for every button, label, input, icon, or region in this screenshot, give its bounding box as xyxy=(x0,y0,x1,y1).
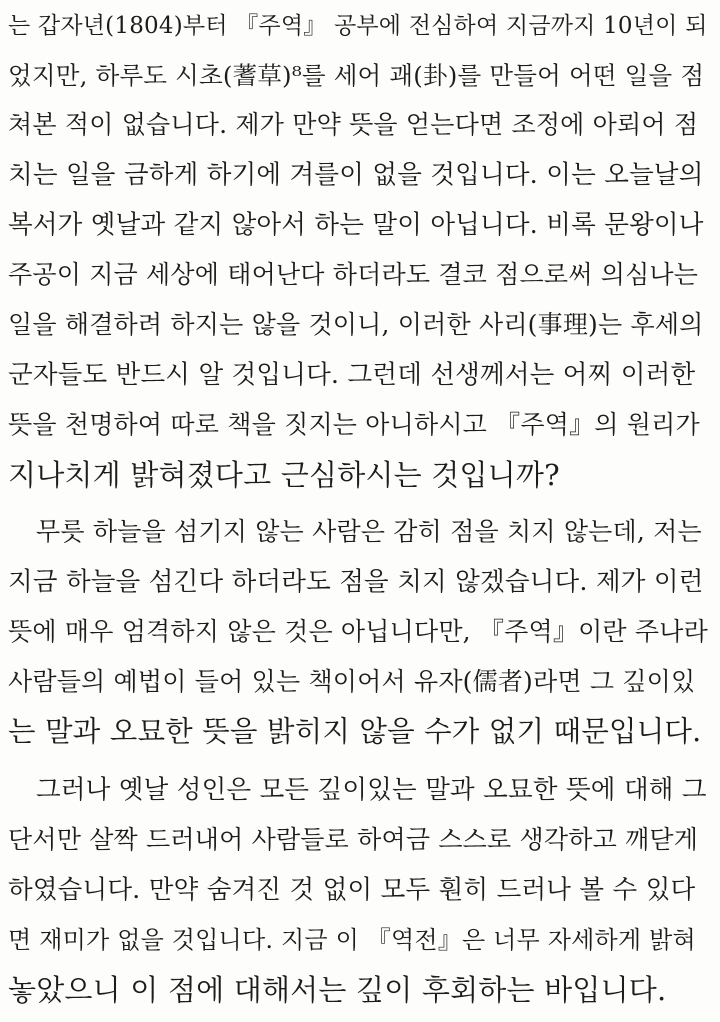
text-line: 면 재미가 없을 것입니다. 지금 이 『역전』은 너무 자세하게 밝혀 xyxy=(8,926,696,954)
text-line: 지금 하늘을 섬긴다 하더라도 점을 치지 않겠습니다. 제가 이런 xyxy=(8,567,704,597)
text-line: 무릇 하늘을 섬기지 않는 사람은 감히 점을 치지 않는데, 저는 xyxy=(36,517,702,546)
text-line: 는 말과 오묘한 뜻을 밝히지 않을 수가 없기 때문입니다. xyxy=(8,715,702,748)
text-line: 는 갑자년(1804)부터 『주역』 공부에 전심하여 지금까지 10년이 되 xyxy=(8,13,708,39)
text-line: 사람들의 예법이 들어 있는 책이어서 유자(儒者)라면 그 깊이있 xyxy=(8,667,696,696)
text-line: 일을 해결하려 하지는 않을 것이니, 이러한 사리(事理)는 후세의 xyxy=(8,310,704,339)
text-line: 놓았으니 이 점에 대해서는 깊이 후회하는 바입니다. xyxy=(8,973,667,1007)
text-line: 뜻에 매우 엄격하지 않은 것은 아닙니다만, 『주역』이란 주나라 xyxy=(8,617,708,646)
text-line: 뜻을 천명하여 따로 책을 짓지는 아니하시고 『주역』의 원리가 xyxy=(8,410,700,439)
text-line: 군자들도 반드시 알 것입니다. 그런데 선생께서는 어찌 이러한 xyxy=(8,360,696,390)
text-line: 쳐본 적이 없습니다. 제가 만약 뜻을 얻는다면 조정에 아뢰어 점 xyxy=(8,110,699,139)
text-line: 지나치게 밝혀졌다고 근심하시는 것입니까? xyxy=(8,458,560,492)
text-line: 치는 일을 금하게 하기에 겨를이 없을 것입니다. 이는 오늘날의 xyxy=(8,160,704,190)
text-line: 었지만, 하루도 시초(蓍草)⁸를 세어 괘(卦)를 만들어 어떤 일을 점 xyxy=(8,61,705,90)
text-line: 단서만 살짝 드러내어 사람들로 하여금 스스로 생각하고 깨닫게 xyxy=(8,825,699,854)
text-line: 그러나 옛날 성인은 모든 깊이있는 말과 오묘한 뜻에 대해 그 xyxy=(36,775,707,805)
text-line: 하였습니다. 만약 숨겨진 것 없이 모두 훤히 드러나 볼 수 있다 xyxy=(8,875,696,905)
text-line: 주공이 지금 세상에 태어난다 하더라도 결코 점으로써 의심나는 xyxy=(8,260,699,289)
text-line: 복서가 옛날과 같지 않아서 하는 말이 아닙니다. 비록 문왕이나 xyxy=(8,210,704,240)
